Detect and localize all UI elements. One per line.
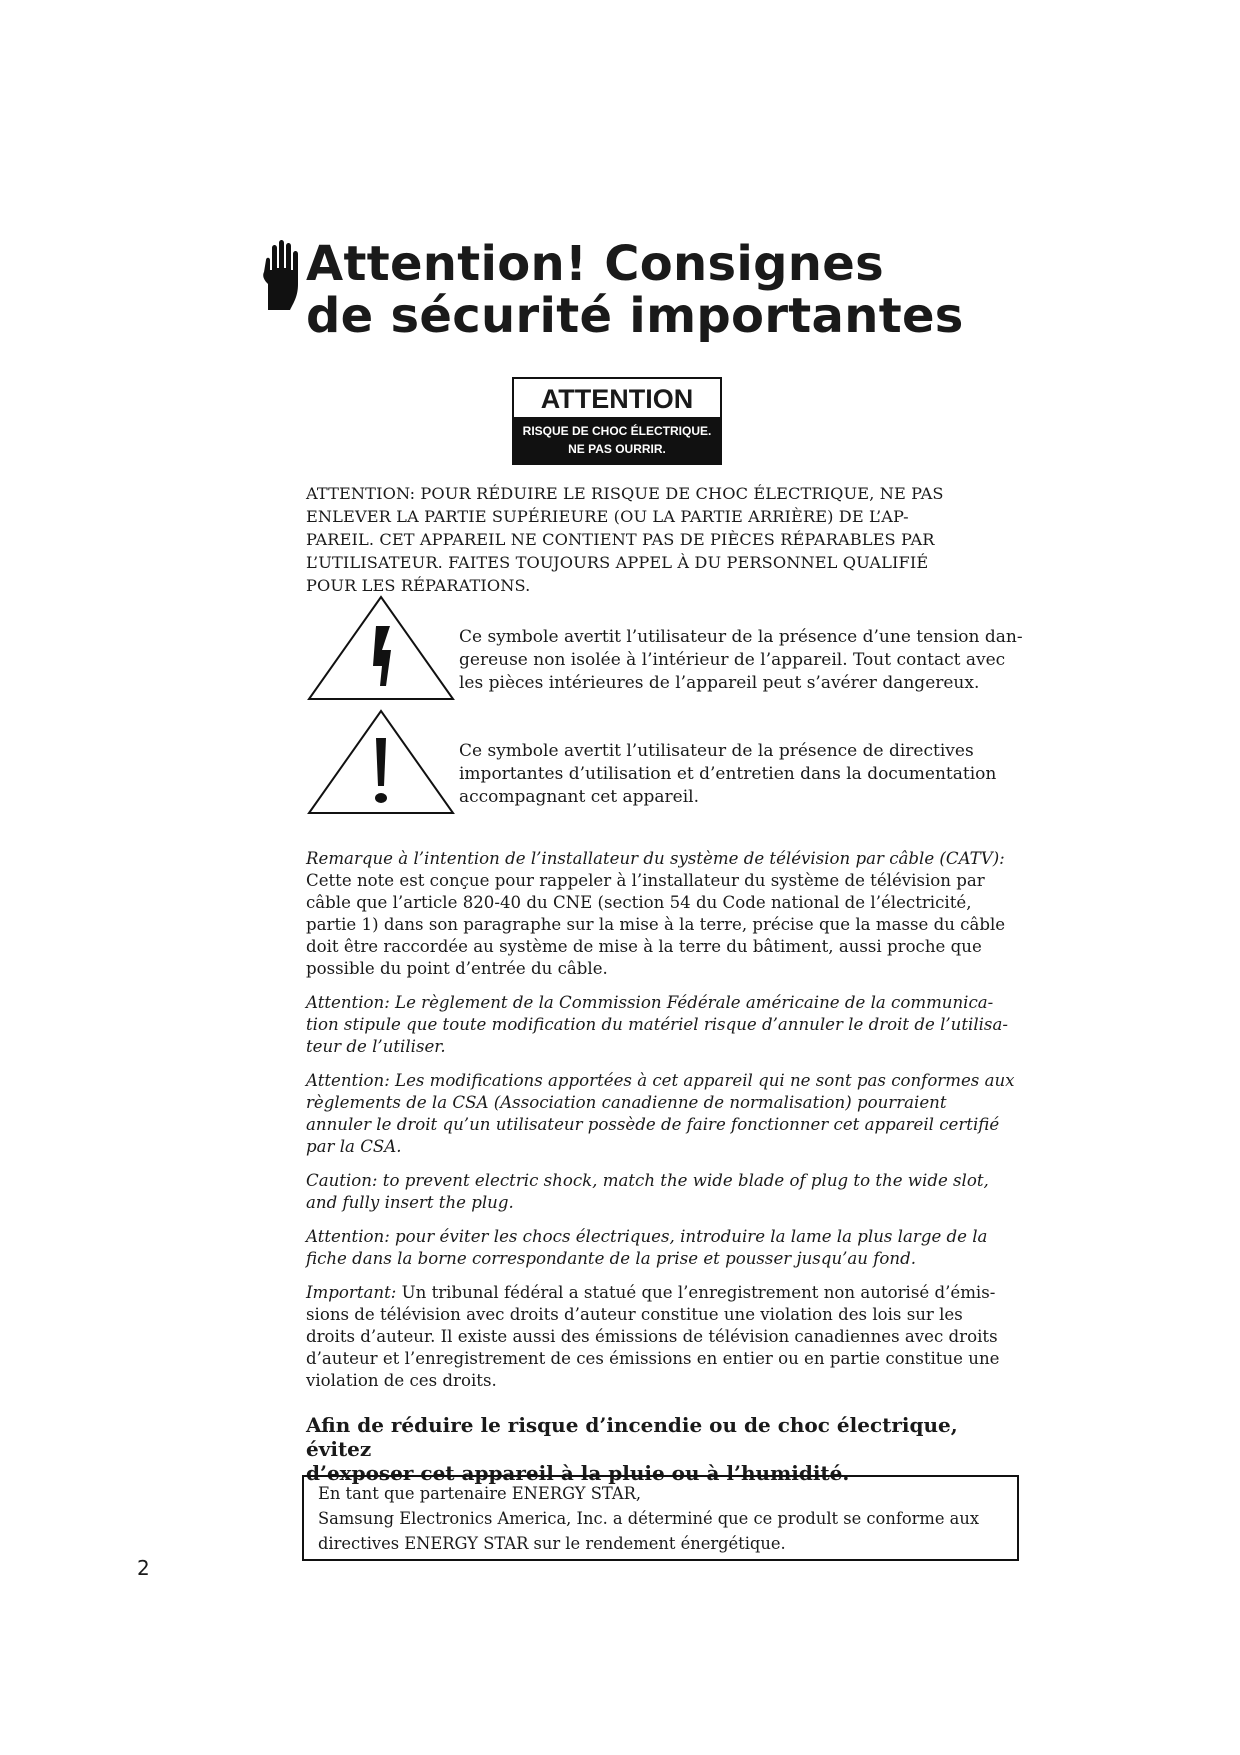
csa-line: Attention: Les modifications apportées à cet appareil qui ne sont pas conformes aux	[306, 1071, 1015, 1090]
fcc-line: teur de l’utiliser.	[306, 1037, 446, 1056]
caps-line: ENLEVER LA PARTIE SUPÉRIEURE (OU LA PARTIE ARRIÈRE) DE L’AP-	[306, 507, 909, 526]
catv-line: doit être raccordée au système de mise à la terre du bâtiment, aussi proche que	[306, 937, 982, 956]
csa-line: règlements de la CSA (Association canadienne de normalisation) pourraient	[306, 1093, 947, 1112]
symbol-text-line: gereuse non isolée à l’intérieur de l’appareil. Tout contact avec	[459, 650, 1006, 670]
title-line-1: Attention! Consignes	[306, 236, 884, 292]
caps-line: PAREIL. CET APPAREIL NE CONTIENT PAS DE PIÈCES RÉPARABLES PAR	[306, 530, 935, 549]
caps-line: ATTENTION: POUR RÉDUIRE LE RISQUE DE CHOC ÉLECTRIQUE, NE PAS	[306, 484, 944, 503]
important-line: droits d’auteur. Il existe aussi des émissions de télévision canadiennes avec droits	[306, 1327, 998, 1346]
important-line: d’auteur et l’enregistrement de ces émissions en entier ou en partie constitue une	[306, 1349, 1000, 1368]
important-line: sions de télévision avec droits d’auteur constitue une violation des lois sur les	[306, 1305, 963, 1324]
fire-warning-line: Afin de réduire le risque d’incendie ou de choc électrique, évitez	[306, 1413, 958, 1461]
catv-note	[306, 848, 1018, 980]
warning-label-line-1: RISQUE DE CHOC ÉLECTRIQUE.	[522, 424, 712, 438]
csa-line: par la CSA.	[306, 1137, 402, 1156]
important-label: Important:	[306, 1283, 397, 1302]
symbol-text-line: accompagnant cet appareil.	[459, 787, 700, 807]
hand-stop-icon	[260, 240, 304, 312]
fcc-line: tion stipule que toute modification du matériel risque d’annuler le droit de l’utilisa-	[306, 1015, 1008, 1034]
energy-star-line: En tant que partenaire ENERGY STAR,	[318, 1484, 642, 1503]
energy-star-line: directives ENERGY STAR sur le rendement énergétique.	[318, 1534, 786, 1553]
warning-label-line-2: NE PAS OURRIR.	[568, 442, 666, 456]
plug-line: fiche dans la borne correspondante de la prise et pousser jusqu’au fond.	[306, 1249, 916, 1268]
symbol-text-line: Ce symbole avertit l’utilisateur de la présence de directives	[459, 741, 974, 761]
catv-line: Cette note est conçue pour rappeler à l’installateur du système de télévision par	[306, 871, 985, 890]
important-line: Un tribunal fédéral a statué que l’enregistrement non autorisé d’émis-	[396, 1283, 996, 1302]
catv-line: partie 1) dans son paragraphe sur la mise à la terre, précise que la masse du câble	[306, 915, 1006, 934]
symbol-text-line: les pièces intérieures de l’appareil peut s’avérer dangereux.	[459, 673, 980, 693]
csa-line: annuler le droit qu’un utilisateur possède de faire fonctionner cet appareil certifié	[306, 1115, 1000, 1134]
lightning-symbol-row	[306, 594, 1026, 704]
page-title	[306, 238, 1062, 342]
exclamation-triangle-icon	[306, 708, 456, 816]
symbol-text-line: importantes d’utilisation et d’entretien dans la documentation	[459, 764, 997, 784]
page-number: 2	[137, 1556, 150, 1580]
caps-line: POUR LES RÉPARATIONS.	[306, 576, 531, 595]
plug-note-fr	[306, 1226, 1018, 1270]
caps-warning	[306, 482, 1016, 597]
caps-line: L’UTILISATEUR. FAITES TOUJOURS APPEL À DU PERSONNEL QUALIFIÉ	[306, 553, 929, 572]
catv-line: possible du point d’entrée du câble.	[306, 959, 608, 978]
title-line-2: de sécurité importantes	[306, 288, 964, 344]
energy-star-box	[302, 1475, 1019, 1561]
notes-section	[306, 848, 1018, 1404]
fire-warning-line: d’exposer cet appareil à la pluie ou à l’humidité.	[306, 1461, 850, 1485]
catv-heading: Remarque à l’intention de l’installateur du système de télévision par câble (CATV):	[306, 849, 1005, 868]
caution-note	[306, 1170, 1018, 1214]
shock-warning-label	[512, 377, 722, 465]
catv-line: câble que l’article 820-40 du CNE (section 54 du Code national de l’électricité,	[306, 893, 972, 912]
important-note	[306, 1282, 1018, 1392]
caution-line: Caution: to prevent electric shock, match the wide blade of plug to the wide slot,	[306, 1171, 989, 1190]
fcc-note	[306, 992, 1018, 1058]
plug-line: Attention: pour éviter les chocs électriques, introduire la lame la plus large de la	[306, 1227, 988, 1246]
warning-label-header: ATTENTION	[514, 379, 720, 417]
symbol-text-line: Ce symbole avertit l’utilisateur de la présence d’une tension dan-	[459, 627, 1023, 647]
exclamation-symbol-row	[306, 708, 1026, 818]
csa-note	[306, 1070, 1018, 1158]
lightning-symbol-text	[459, 626, 1026, 695]
title-block	[262, 238, 1062, 342]
warning-label-body	[514, 417, 720, 463]
fcc-line: Attention: Le règlement de la Commission Fédérale américaine de la communica-	[306, 993, 994, 1012]
lightning-triangle-icon	[306, 594, 456, 702]
caution-line: and fully insert the plug.	[306, 1193, 514, 1212]
energy-star-line: Samsung Electronics America, Inc. a déterminé que ce prodult se conforme aux	[318, 1509, 980, 1528]
important-line: violation de ces droits.	[306, 1371, 497, 1390]
exclamation-symbol-text	[459, 740, 1026, 809]
